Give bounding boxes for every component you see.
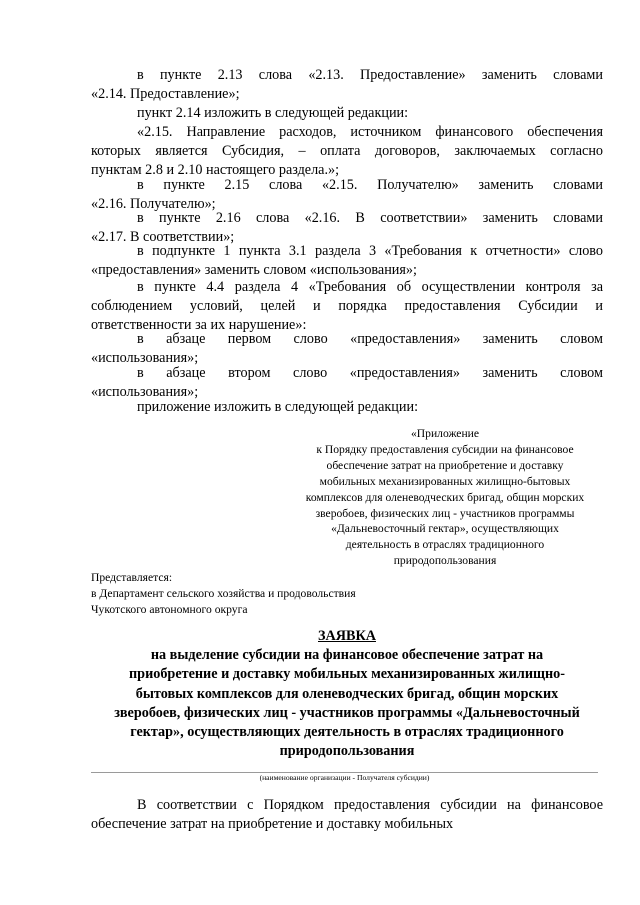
text-line: которых является Субсидия, – оплата договоров, заключаемых согласно bbox=[91, 143, 603, 159]
text-line: «2.15. Направление расходов, источником финансового обеспечения bbox=[137, 124, 603, 140]
appendix-line: к Порядку предоставления субсидии на финансовое bbox=[316, 442, 574, 456]
text-line: обеспечение затрат на приобретение и доставку мобильных bbox=[91, 816, 454, 832]
application-line: приобретение и доставку мобильных механизированных жилищно- bbox=[129, 666, 565, 683]
text-line: «2.14. Предоставление»; bbox=[91, 86, 240, 102]
text-line: ответственности за их нарушение»: bbox=[91, 317, 307, 333]
application-line: природопользования bbox=[279, 743, 415, 760]
text-line: «предоставления» заменить словом «использования»; bbox=[91, 262, 417, 278]
text-line: пункт 2.14 изложить в следующей редакции: bbox=[137, 105, 409, 121]
text-line: соблюдением условий, целей и порядка предоставления Субсидии и bbox=[91, 298, 603, 314]
recipient-caption: (наименование организации - Получателя субсидии) bbox=[259, 773, 430, 782]
application-line: бытовых комплексов для оленеводческих бригад, общин морских bbox=[135, 685, 559, 702]
appendix-line: «Дальневосточный гектар», осуществляющих bbox=[331, 522, 559, 536]
application-line: на выделение субсидии на финансовое обеспечение затрат на bbox=[150, 647, 544, 664]
text-line: в пункте 2.16 слова «2.16. В соответствии» заменить словами bbox=[137, 210, 603, 226]
amendment-2-13 bbox=[91, 66, 603, 104]
text-line: в пункте 2.15 слова «2.15. Получателю» заменить словами bbox=[137, 177, 603, 193]
application-line: гектар», осуществляющих деятельность в отраслях традиционного bbox=[130, 724, 564, 741]
text-line: «использования»; bbox=[91, 384, 199, 400]
submitted-line: в Департамент сельского хозяйства и продовольствия bbox=[91, 586, 356, 600]
text-line: в абзаце втором слово «предоставления» заменить словом bbox=[137, 365, 603, 381]
text-line: в пункте 2.13 слова «2.13. Предоставление» заменить словами bbox=[137, 67, 603, 83]
submitted-line: Чукотского автономного округа bbox=[91, 602, 248, 616]
appendix-line: мобильных механизированных жилищно-бытовых bbox=[319, 474, 571, 488]
amendment-2-14 bbox=[91, 104, 603, 123]
text-line: «2.17. В соответствии»; bbox=[91, 229, 235, 245]
text-line: В соответствии с Порядком предоставления субсидии на финансовое bbox=[137, 797, 603, 813]
appendix-line: деятельность в отраслях традиционного bbox=[345, 538, 545, 552]
appendix-line: «Приложение bbox=[410, 427, 480, 440]
appendix-line: обеспечение затрат на приобретение и доставку bbox=[326, 458, 564, 472]
amendment-2-15-text bbox=[91, 123, 603, 180]
amendment-3-1 bbox=[91, 242, 603, 280]
text-line: пунктам 2.8 и 2.10 настоящего раздела.»; bbox=[91, 162, 340, 178]
appendix-line: зверобоев, физических лиц - участников программы bbox=[315, 506, 575, 520]
text-line: приложение изложить в следующей редакции: bbox=[137, 399, 419, 415]
text-line: в подпункте 1 пункта 3.1 раздела 3 «Требования к отчетности» слово bbox=[137, 243, 603, 259]
application-title bbox=[91, 627, 603, 761]
text-line: в пункте 4.4 раздела 4 «Требования об осуществлении контроля за bbox=[137, 279, 603, 295]
application-heading: ЗАЯВКА bbox=[318, 628, 376, 644]
appendix-line: комплексов для оленеводческих бригад, общин морских bbox=[305, 490, 585, 504]
text-line: «использования»; bbox=[91, 350, 199, 366]
text-line: в абзаце первом слово «предоставления» заменить словом bbox=[137, 331, 603, 347]
amendment-4-4 bbox=[91, 278, 603, 335]
amendment-appendix bbox=[91, 398, 603, 417]
appendix-header bbox=[290, 426, 600, 569]
amendment-paragraph-first bbox=[91, 330, 603, 368]
application-line: зверобоев, физических лиц - участников программы «Дальневосточный bbox=[114, 704, 580, 721]
body-paragraph bbox=[91, 796, 603, 834]
amendment-paragraph-second bbox=[91, 364, 603, 402]
text-line: «2.16. Получателю»; bbox=[91, 196, 216, 212]
appendix-line: природопользования bbox=[393, 554, 497, 568]
submitted-line: Представляется: bbox=[91, 571, 173, 584]
submitted-to bbox=[91, 570, 356, 618]
